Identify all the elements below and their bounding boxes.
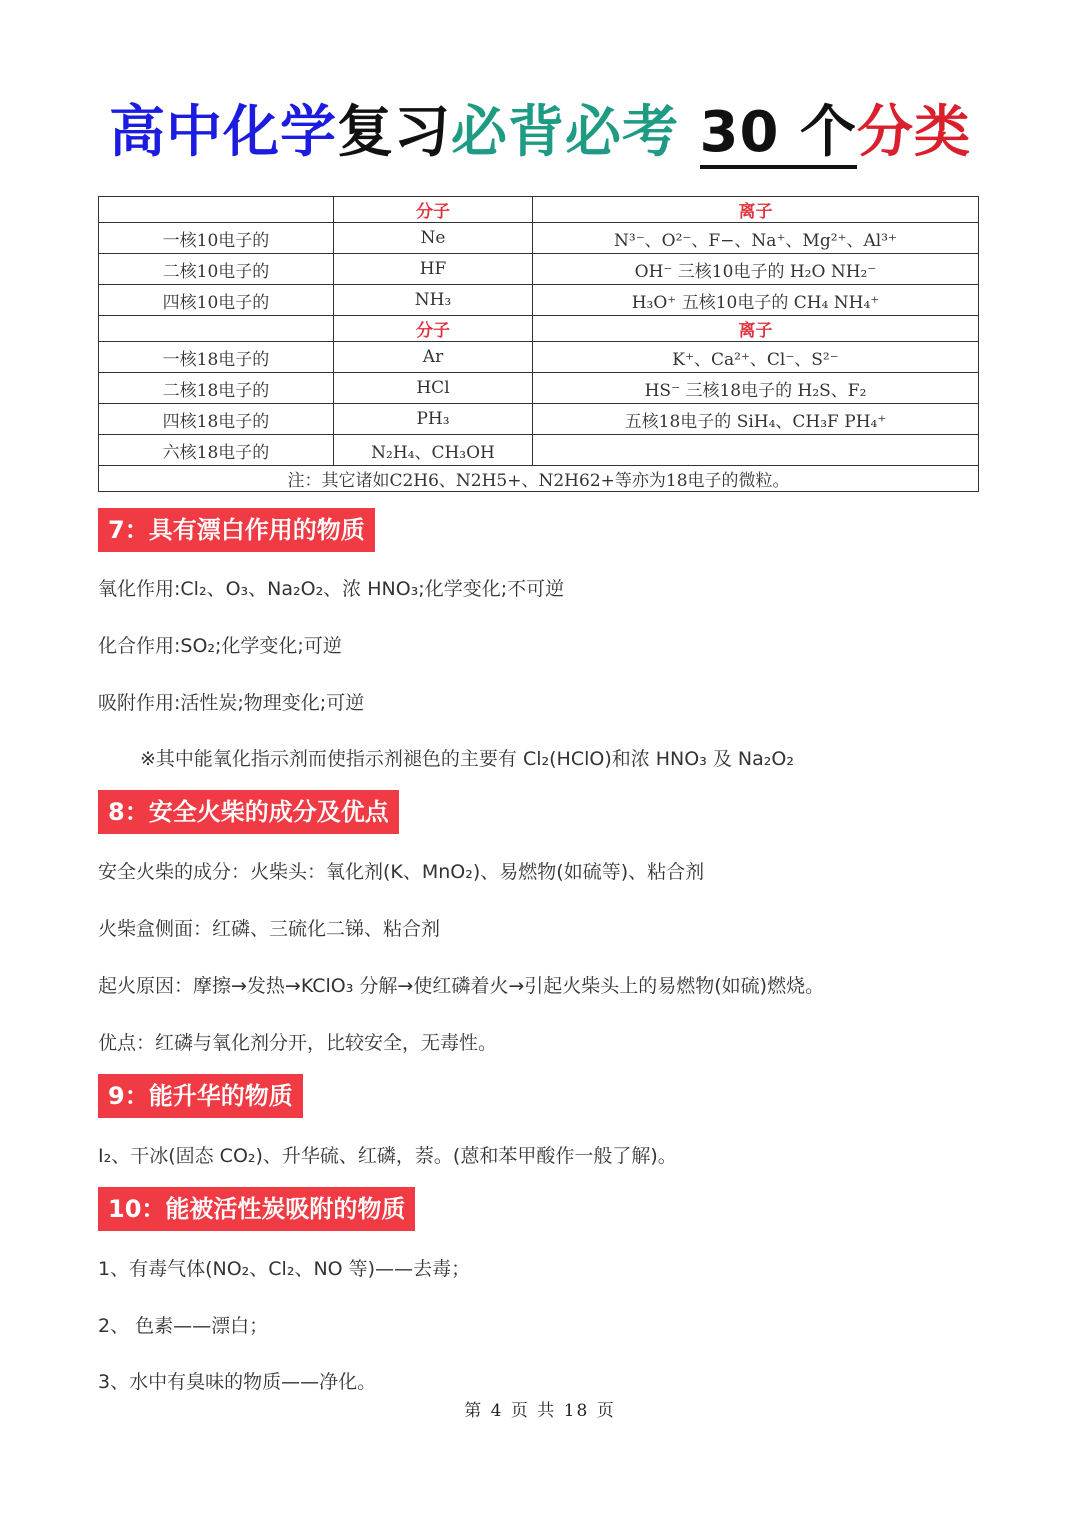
table-row — [99, 404, 979, 435]
table-row — [99, 435, 979, 466]
ion-header: 离子 — [533, 316, 979, 342]
page-footer: 第 4 页 共 18 页 — [464, 1401, 616, 1421]
row-ion: HS⁻ 三核18电子的 H₂S、F₂ — [533, 373, 979, 404]
row-molecule: NH₃ — [334, 285, 533, 316]
title-part-3: 必背必考 — [451, 100, 680, 165]
row-molecule: HF — [334, 254, 533, 285]
section-line: I₂、干冰(固态 CO₂)、升华硫、红磷，萘。(蒽和苯甲酸作一般了解)。 — [98, 1145, 677, 1167]
table-header-row — [99, 197, 979, 223]
table-header-row — [99, 316, 979, 342]
table-note: 注：其它诸如C2H6、N2H5+、N2H62+等亦为18电子的微粒。 — [99, 466, 979, 492]
table-header-blank — [99, 316, 334, 342]
section-heading-adsorption: 10：能被活性炭吸附的物质 — [98, 1187, 415, 1231]
section-line: 安全火柴的成分：火柴头：氧化剂(K、MnO₂)、易燃物(如硫等)、粘合剂 — [98, 861, 705, 883]
row-ion: OH⁻ 三核10电子的 H₂O NH₂⁻ — [533, 254, 979, 285]
section-line: 氧化作用:Cl₂、O₃、Na₂O₂、浓 HNO₃;化学变化;不可逆 — [98, 578, 565, 600]
section-line: 3、水中有臭味的物质——净化。 — [98, 1371, 377, 1393]
ion-header: 离子 — [533, 197, 979, 223]
section-heading-sublimation: 9：能升华的物质 — [98, 1074, 303, 1118]
row-label: 二核18电子的 — [99, 373, 334, 404]
row-ion: N³⁻、O²⁻、F−、Na⁺、Mg²⁺、Al³⁺ — [533, 223, 979, 254]
row-ion: 五核18电子的 SiH₄、CH₃F PH₄⁺ — [533, 404, 979, 435]
row-label: 二核10电子的 — [99, 254, 334, 285]
section-line: 吸附作用:活性炭;物理变化;可逆 — [98, 692, 365, 714]
section-note: ※其中能氧化指示剂而使指示剂褪色的主要有 Cl₂(HClO)和浓 HNO₃ 及 Na₂O₂ — [140, 748, 794, 770]
table-row — [99, 254, 979, 285]
section-line: 2、 色素——漂白； — [98, 1315, 269, 1337]
row-label: 一核18电子的 — [99, 342, 334, 373]
section-line: 1、有毒气体(NO₂、Cl₂、NO 等)——去毒； — [98, 1258, 471, 1280]
section-heading-bleaching: 7：具有漂白作用的物质 — [98, 508, 375, 552]
row-molecule: Ar — [334, 342, 533, 373]
table-row — [99, 285, 979, 316]
row-ion — [533, 435, 979, 466]
row-molecule: Ne — [334, 223, 533, 254]
row-label: 四核18电子的 — [99, 404, 334, 435]
row-label: 六核18电子的 — [99, 435, 334, 466]
molecule-header: 分子 — [334, 316, 533, 342]
table-header-blank — [99, 197, 334, 223]
section-line: 化合作用:SO₂;化学变化;可逆 — [98, 635, 342, 657]
row-molecule: N₂H₄、CH₃OH — [334, 435, 533, 466]
table-row — [99, 223, 979, 254]
molecule-header: 分子 — [334, 197, 533, 223]
title-part-4: 30 个 — [700, 100, 857, 169]
page-title — [0, 88, 1080, 168]
row-molecule: PH₃ — [334, 404, 533, 435]
row-molecule: HCl — [334, 373, 533, 404]
table-row — [99, 373, 979, 404]
section-line: 起火原因：摩擦→发热→KClO₃ 分解→使红磷着火→引起火柴头上的易燃物(如硫)燃烧。 — [98, 975, 825, 997]
electron-table — [98, 196, 979, 492]
row-ion: H₃O⁺ 五核10电子的 CH₄ NH₄⁺ — [533, 285, 979, 316]
section-heading-safety-match: 8：安全火柴的成分及优点 — [98, 790, 399, 834]
section-line: 优点：红磷与氧化剂分开，比较安全，无毒性。 — [98, 1032, 498, 1054]
title-part-5: 分类 — [856, 100, 971, 165]
title-part-2: 复习 — [337, 100, 452, 165]
row-ion: K⁺、Ca²⁺、Cl⁻、S²⁻ — [533, 342, 979, 373]
row-label: 四核10电子的 — [99, 285, 334, 316]
title-part-1: 高中化学 — [109, 100, 338, 165]
table-row — [99, 342, 979, 373]
table-note-row — [99, 466, 979, 492]
row-label: 一核10电子的 — [99, 223, 334, 254]
section-line: 火柴盒侧面：红磷、三硫化二锑、粘合剂 — [98, 918, 441, 940]
